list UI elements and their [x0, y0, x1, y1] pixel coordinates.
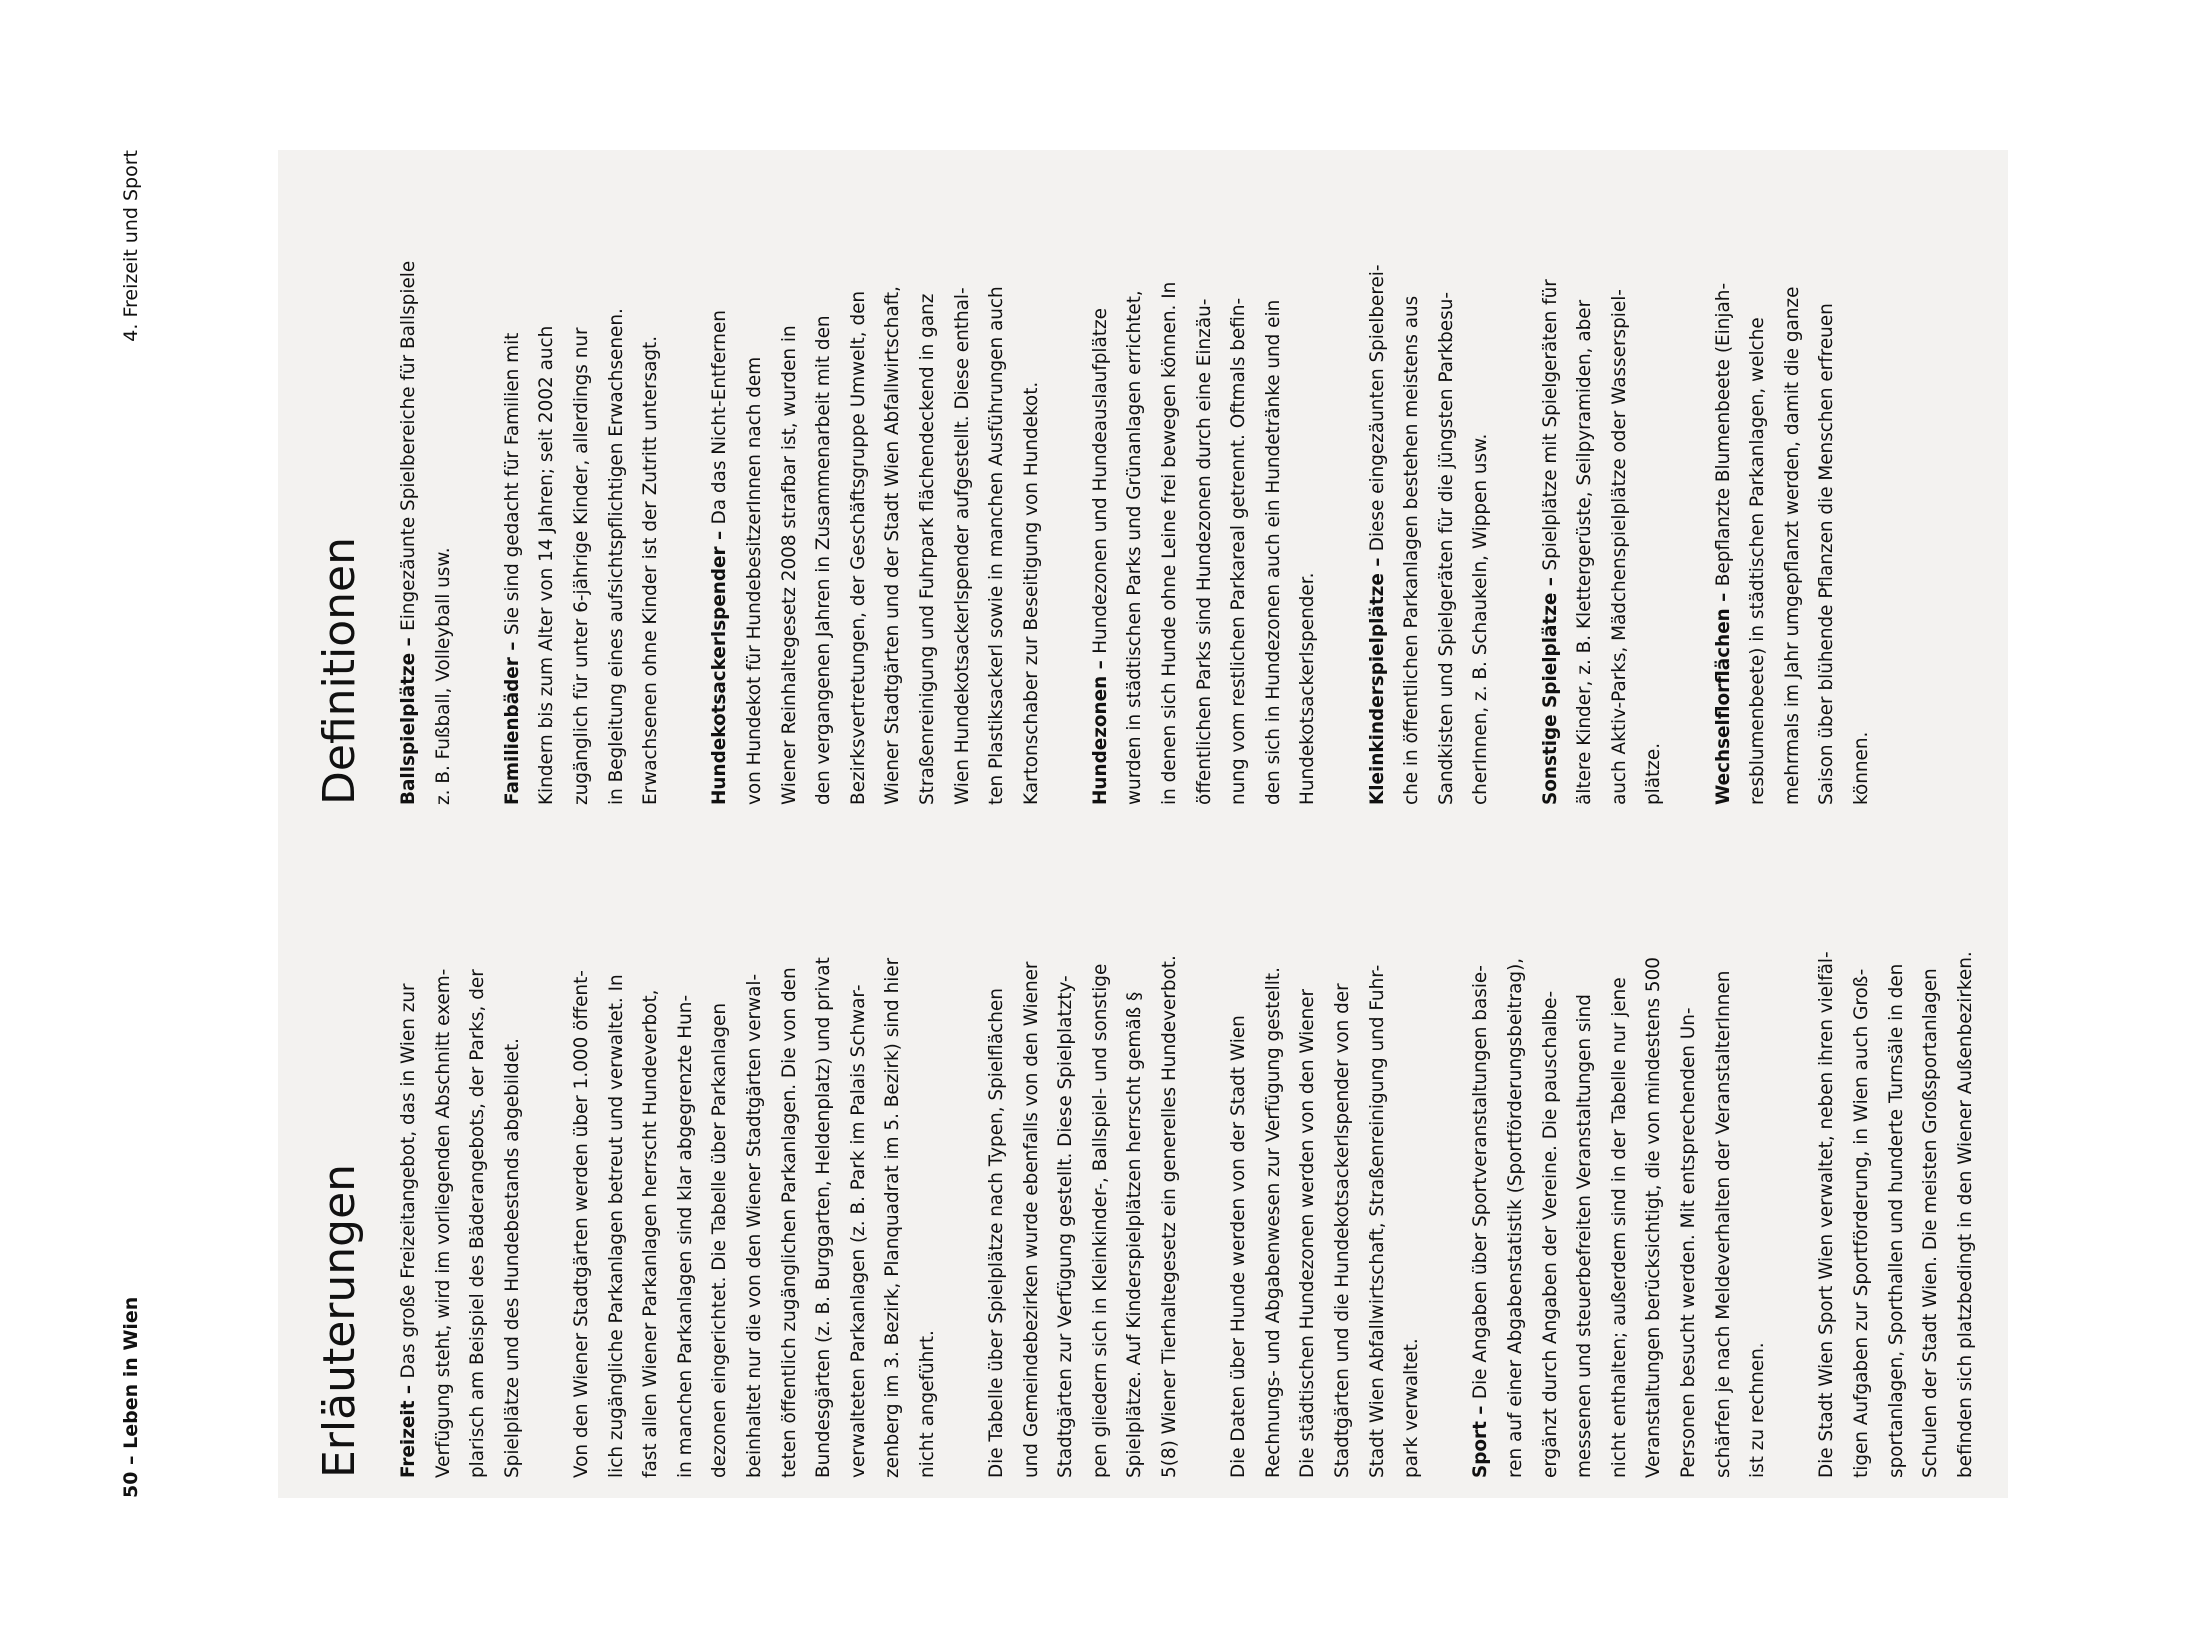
text-line: [1361, 261, 1396, 805]
line-text: lich zugängliche Parkanlagen betreut und verwaltet. In: [605, 974, 627, 1478]
text-line: [1949, 951, 1984, 1478]
line-text: beinhaltet nur die von den Wiener Stadtgärten verwal-: [743, 973, 765, 1478]
paragraph: [1084, 261, 1326, 805]
text-line: [1257, 951, 1292, 1478]
text-line: [1291, 261, 1326, 805]
text-line: [1222, 261, 1257, 805]
text-line: [946, 261, 981, 805]
line-text: öffentlichen Parks sind Hundezonen durch eine Einzäu-: [1193, 298, 1215, 805]
line-text: Veranstaltungen berücksichtigt, die von mindestens 500: [1643, 957, 1665, 1478]
text-line: [427, 261, 462, 805]
line-text: nicht angeführt.: [916, 1330, 938, 1478]
text-line: [634, 261, 669, 805]
line-text: Stadtgärten und die Hundekotsackerlspender von der: [1332, 983, 1354, 1478]
text-line: [634, 951, 669, 1478]
text-line: [1707, 261, 1742, 805]
text-line: [669, 951, 704, 1478]
line-text: Wiener Reinhaltegesetz 2008 strafbar ist, wurden in: [778, 325, 800, 805]
section-title-erlaeuterungen: Erläuterungen: [314, 1163, 365, 1478]
text-line: [1188, 261, 1223, 805]
text-line: [1015, 951, 1050, 1478]
text-line: [1084, 951, 1119, 1478]
text-line: [911, 951, 946, 1478]
line-text: auch Aktiv-Parks, Mädchenspielplätze oder Wasserspiel-: [1608, 289, 1630, 805]
line-text: Spielplätze und des Hundebestands abgebildet.: [501, 1037, 523, 1478]
text-line: [1672, 951, 1707, 1478]
line-text: Rechnungs- und Abgabenwesen zur Verfügung gestellt.: [1262, 967, 1284, 1478]
paragraph: [1707, 261, 1880, 805]
term-label: Ballspielplätze –: [398, 630, 419, 805]
text-line: [1015, 261, 1050, 805]
line-text: Stadt Wien Abfallwirtschaft, Straßenreinigung und Fuhr-: [1366, 964, 1388, 1478]
text-line: [1637, 261, 1672, 805]
text-line: [1153, 261, 1188, 805]
line-text: sportanlagen, Sporthallen und hunderte Turnsäle in den: [1885, 963, 1907, 1478]
paragraph: [565, 951, 946, 1478]
text-line: [980, 951, 1015, 1478]
line-text: tigen Aufgaben zur Sportförderung, in Wien auch Groß-: [1850, 968, 1872, 1478]
text-line: [807, 261, 842, 805]
text-line: [461, 951, 496, 1478]
text-line: [427, 951, 462, 1478]
text-line: [1603, 261, 1638, 805]
line-text: Bepflanzte Blumenbeete (Einjah-: [1712, 282, 1734, 587]
text-line: [1291, 951, 1326, 1478]
term-label: Familienbäder –: [501, 635, 523, 805]
running-head-page-number: 50 – Leben in Wien: [120, 1296, 142, 1498]
text-line: [738, 261, 773, 805]
text-line: [1395, 951, 1430, 1478]
line-text: Da das Nicht-Entfernen: [709, 310, 731, 525]
text-line: [1845, 261, 1880, 805]
line-text: Von den Wiener Stadtgärten werden über 1.000 öffent-: [570, 970, 592, 1478]
line-text: und Gemeindebezirken wurde ebenfalls von den Wiener: [1020, 961, 1042, 1478]
text-line: [1084, 261, 1119, 805]
line-text: ist zu rechnen.: [1747, 1342, 1769, 1478]
line-text: Die Tabelle über Spielplätze nach Typen, Spielflächen: [986, 988, 1008, 1478]
line-text: 5(8) Wiener Tierhaltegesetz ein generelles Hundeverbot.: [1159, 955, 1181, 1478]
line-text: ten Plastiksackerl sowie in manchen Ausführungen auch: [986, 286, 1008, 805]
paragraph: [1361, 261, 1499, 805]
line-text: Bundesgärten (z. B. Burggarten, Heldenplatz) und privat: [813, 957, 835, 1478]
term-label: Wechselflorflächen –: [1712, 586, 1734, 805]
text-line: [980, 261, 1015, 805]
text-line: [703, 951, 738, 1478]
line-text: Verfügung steht, wird im vorliegenden Abschnitt exem-: [432, 968, 454, 1478]
text-line: [1534, 951, 1569, 1478]
line-text: befinden sich platzbedingt in den Wiener Außenbezirken.: [1954, 951, 1976, 1478]
text-line: [600, 261, 635, 805]
text-line: [842, 951, 877, 1478]
line-text: park verwaltet.: [1401, 1338, 1423, 1478]
text-line: [1880, 951, 1915, 1478]
line-text: Spielplätze mit Spielgeräten für: [1539, 279, 1561, 571]
text-line: [1534, 261, 1569, 805]
text-line: [565, 951, 600, 1478]
term-label: Hundekotsackerlspender –: [709, 524, 731, 805]
line-text: Die Stadt Wien Sport Wien verwaltet, neben ihren vielfäl-: [1816, 951, 1838, 1478]
text-line: [1257, 261, 1292, 805]
line-text: resblumenbeete) in städtischen Parkanlagen, welche: [1747, 317, 1769, 805]
text-line: [773, 261, 808, 805]
text-line: [1568, 951, 1603, 1478]
text-line: [842, 261, 877, 805]
text-line: [1568, 261, 1603, 805]
paragraph: [1534, 261, 1672, 805]
text-line: [392, 951, 427, 1478]
line-text: che in öffentlichen Parkanlagen bestehen meistens aus: [1401, 295, 1423, 805]
line-text: Das große Freizeitangebot, das in Wien zur: [398, 983, 419, 1379]
definitionen-body: [392, 261, 1880, 805]
line-text: z. B. Fußball, Volleyball usw.: [432, 547, 454, 805]
text-line: [496, 951, 531, 1478]
line-text: teten öffentlich zugänglichen Parkanlagen. Die von den: [778, 967, 800, 1478]
text-line: [1810, 951, 1845, 1478]
term-label: Sport –: [1470, 1399, 1492, 1478]
line-text: Wien Hundekotsackerlspender aufgestellt. Diese enthal-: [951, 287, 973, 805]
line-text: Diese eingezäunten Spielberei-: [1366, 264, 1388, 552]
text-line: [1914, 951, 1949, 1478]
line-text: Die städtischen Hundezonen werden von den Wiener: [1297, 988, 1319, 1478]
line-text: schärfen je nach Meldeverhalten der VeranstalterInnen: [1712, 970, 1734, 1478]
line-text: Sie sind gedacht für Familien mit: [501, 332, 523, 636]
line-text: Kartonschaber zur Beseitigung von Hundekot.: [1020, 381, 1042, 805]
line-text: Saison über blühende Pflanzen die Menschen erfreuen: [1816, 303, 1838, 805]
text-line: [1637, 951, 1672, 1478]
text-line: [1741, 951, 1776, 1478]
line-text: zenberg im 3. Bezirk, Planquadrat im 5. Bezirk) sind hier: [882, 957, 904, 1478]
paragraph: [392, 951, 530, 1478]
line-text: Kindern bis zum Alter von 14 Jahren; seit 2002 auch: [536, 325, 558, 805]
term-label: Sonstige Spielplätze –: [1539, 570, 1561, 805]
line-text: Sandkisten und Spielgeräten für die jüngsten Parkbesu-: [1435, 292, 1457, 805]
line-text: Schulen der Stadt Wien. Die meisten Großsportanlagen: [1920, 968, 1942, 1478]
term-label: Kleinkinderspielplätze –: [1366, 551, 1388, 805]
line-text: Erwachsenen ohne Kinder ist der Zutritt untersagt.: [640, 335, 662, 805]
text-line: [703, 261, 738, 805]
line-text: cherInnen, z. B. Schaukeln, Wippen usw.: [1470, 433, 1492, 805]
running-head-chapter: 4. Freizeit und Sport: [120, 150, 142, 342]
text-line: [1845, 951, 1880, 1478]
term-label: Hundezonen –: [1089, 653, 1111, 805]
term-label: Freizeit –: [398, 1378, 419, 1478]
line-text: Bezirksvertretungen, der Geschäftsgruppe Umwelt, den: [847, 290, 869, 805]
paragraph: [980, 951, 1188, 1478]
paragraph: [392, 261, 461, 805]
line-text: zugänglich für unter 6-jährige Kinder, allerdings nur: [570, 327, 592, 805]
line-text: in denen sich Hunde ohne Leine frei bewegen können. In: [1159, 281, 1181, 805]
text-line: [600, 951, 635, 1478]
text-line: [807, 951, 842, 1478]
line-text: ergänzt durch Angaben der Vereine. Die pauschalbe-: [1539, 990, 1561, 1478]
line-text: nicht enthalten; außerdem sind in der Tabelle nur jene: [1608, 977, 1630, 1478]
text-line: [1049, 951, 1084, 1478]
line-text: Stadtgärten zur Verfügung gestellt. Diese Spielplatzty-: [1055, 975, 1077, 1478]
line-text: Die Angaben über Sportveranstaltungen basie-: [1470, 965, 1492, 1400]
text-line: [1361, 951, 1396, 1478]
text-line: [1464, 951, 1499, 1478]
line-text: plätze.: [1643, 742, 1665, 805]
text-line: [1603, 951, 1638, 1478]
line-text: Die Daten über Hunde werden von der Stadt Wien: [1228, 1015, 1250, 1478]
line-text: ren auf einer Abgabenstatistik (Sportförderungsbeitrag),: [1505, 957, 1526, 1478]
paragraph: [1810, 951, 1983, 1478]
line-text: Wiener Stadtgärten und der Stadt Wien Abfallwirtschaft,: [882, 286, 904, 805]
line-text: messenen und steuerbefreiten Veranstaltungen sind: [1574, 994, 1596, 1478]
line-text: wurden in städtischen Parks und Grünanlagen errichtet,: [1124, 290, 1146, 805]
line-text: Personen besucht werden. Mit entsprechenden Un-: [1677, 1007, 1699, 1478]
text-line: [496, 261, 531, 805]
section-title-definitionen: Definitionen: [314, 536, 365, 805]
line-text: pen gliedern sich in Kleinkinder-, Ballspiel- und sonstige: [1089, 963, 1111, 1478]
paragraph: [1222, 951, 1430, 1478]
line-text: ältere Kinder, z. B. Klettergerüste, Seilpyramiden, aber: [1574, 299, 1596, 805]
text-line: [1810, 261, 1845, 805]
text-line: [1430, 261, 1465, 805]
text-line: [1776, 261, 1811, 805]
text-line: [876, 261, 911, 805]
line-text: in Begleitung eines aufsichtspflichtigen Erwachsenen.: [605, 308, 627, 805]
line-text: Straßenreinigung und Fuhrpark flächendeckend in ganz: [916, 293, 938, 805]
text-line: [1118, 261, 1153, 805]
text-line: [773, 951, 808, 1478]
line-text: den vergangenen Jahren in Zusammenarbeit mit den: [813, 315, 835, 805]
text-line: [1499, 951, 1534, 1478]
text-line: [738, 951, 773, 1478]
line-text: den sich in Hundezonen auch ein Hundetränke und ein: [1262, 299, 1284, 805]
line-text: Spielplätze. Auf Kinderspielplätzen herrscht gemäß §: [1124, 991, 1146, 1478]
text-line: [392, 261, 427, 805]
text-line: [876, 951, 911, 1478]
line-text: in manchen Parkanlagen sind klar abgegrenzte Hun-: [674, 994, 696, 1478]
line-text: mehrmals im Jahr umgepflanzt werden, damit die ganze: [1781, 286, 1803, 805]
text-line: [1741, 261, 1776, 805]
text-line: [1118, 951, 1153, 1478]
paragraph: [1464, 951, 1775, 1478]
text-line: [530, 261, 565, 805]
line-text: Hundekotsackerlspender.: [1297, 572, 1319, 805]
text-line: [1707, 951, 1742, 1478]
paragraph: [703, 261, 1049, 805]
text-line: [1153, 951, 1188, 1478]
text-line: [1395, 261, 1430, 805]
text-line: [565, 261, 600, 805]
line-text: dezonen eingerichtet. Die Tabelle über Parkanlagen: [709, 1003, 731, 1478]
text-line: [911, 261, 946, 805]
line-text: nung vom restlichen Parkareal getrennt. Oftmals befin-: [1228, 297, 1250, 805]
line-text: fast allen Wiener Parkanlagen herrscht Hundeverbot,: [640, 989, 662, 1478]
line-text: Hundezonen und Hundeauslaufplätze: [1089, 308, 1111, 654]
text-line: [1326, 951, 1361, 1478]
line-text: Eingezäunte Spielbereiche für Ballspiele: [398, 260, 419, 631]
erlaeuterungen-body: [392, 951, 1983, 1478]
line-text: verwalteten Parkanlagen (z. B. Park im Palais Schwar-: [847, 984, 869, 1478]
text-line: [1464, 261, 1499, 805]
paragraph: [496, 261, 669, 805]
line-text: können.: [1850, 731, 1872, 805]
text-line: [1222, 951, 1257, 1478]
line-text: plarisch am Beispiel des Bäderangebots, der Parks, der: [467, 969, 489, 1478]
line-text: von Hundekot für HundebesitzerInnen nach dem: [743, 356, 765, 805]
